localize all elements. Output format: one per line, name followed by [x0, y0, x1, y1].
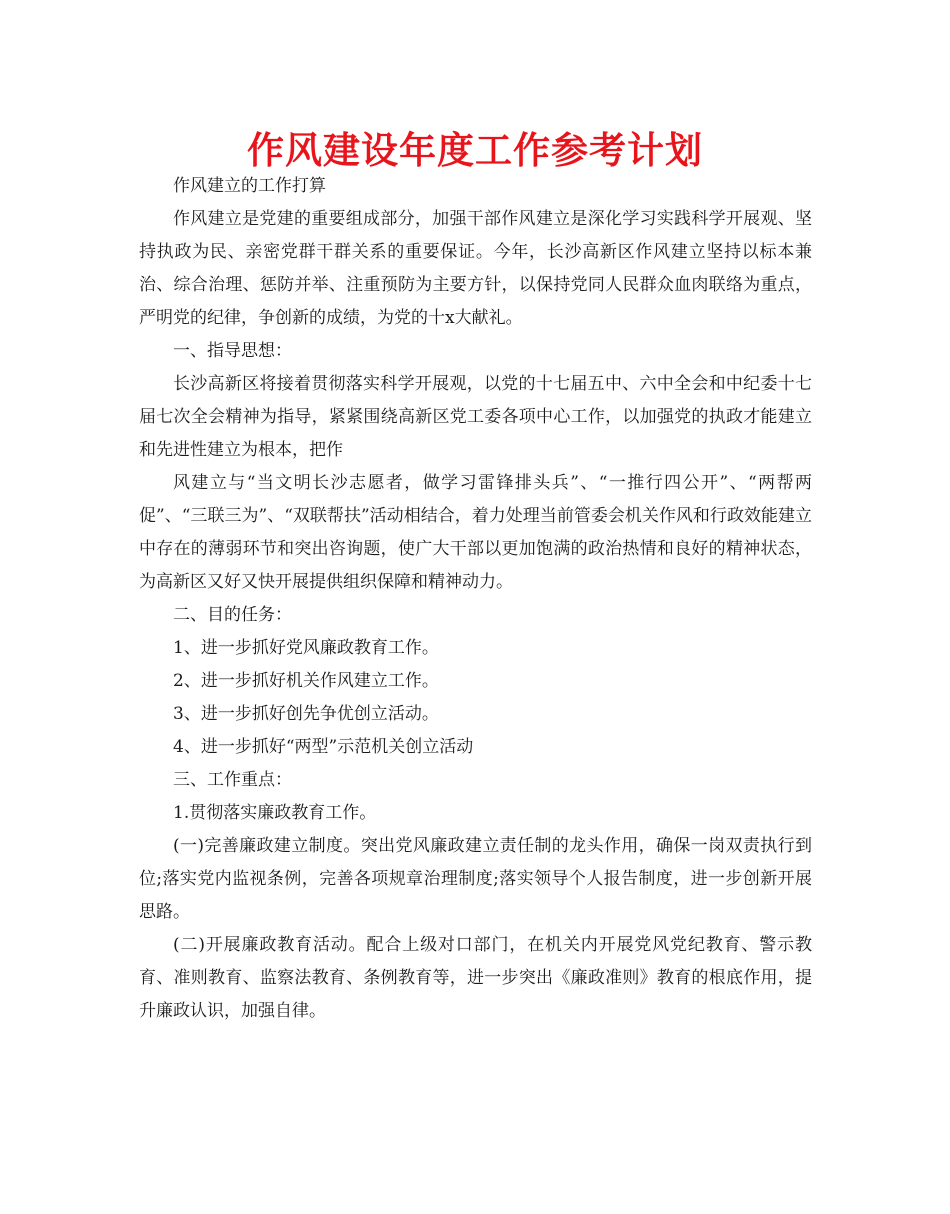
paragraph: 1、进一步抓好党风廉政教育工作。: [173, 638, 439, 658]
paragraph: 二、目的任务：: [173, 605, 292, 625]
paragraph: 一、指导思想：: [173, 341, 292, 361]
document-title: 作风建设年度工作参考计划: [247, 128, 703, 172]
paragraph: 3、进一步抓好创先争优创立活动。: [173, 704, 439, 724]
paragraph: 2、进一步抓好机关作风建立工作。: [173, 671, 439, 691]
paragraph: 三、工作重点：: [173, 770, 292, 790]
paragraph: 作风建立是党建的重要组成部分，加强干部作风建立是深化学习实践科学开展观、坚持执政为民、亲密党群干群关系的重要保证。今年，长沙高新区作风建立坚持以标本兼治、综合治理、惩防并举、注重预防为主要方针，以保持党同人民群众血肉联络为重点，严明党的纪律，争创新的成绩，为党的十x大献礼。: [139, 209, 812, 328]
paragraph: 长沙高新区将接着贯彻落实科学开展观，以党的十七届五中、六中全会和中纪委十七届七次全会精神为指导，紧紧围绕高新区党工委各项中心工作，以加强党的执政才能建立和先进性建立为根本，把作: [139, 374, 812, 460]
paragraph: 作风建立的工作打算: [173, 176, 326, 196]
paragraph: (二)开展廉政教育活动。配合上级对口部门，在机关内开展党风党纪教育、警示教育、准则教育、监察法教育、条例教育等，进一步突出《廉政准则》教育的根底作用，提升廉政认识，加强自律。: [139, 935, 812, 1021]
document-body: [139, 170, 812, 1028]
paragraph: (一)完善廉政建立制度。突出党风廉政建立责任制的龙头作用，确保一岗双责执行到位;落实党内监视条例，完善各项规章治理制度;落实领导个人报告制度，进一步创新开展思路。: [139, 836, 812, 922]
paragraph: 1.贯彻落实廉政教育工作。: [173, 803, 377, 823]
paragraph: 风建立与“当文明长沙志愿者，做学习雷锋排头兵”、“一推行四公开”、“两帮两促”、“三联三为”、“双联帮扶”活动相结合，着力处理当前管委会机关作风和行政效能建立中存在的薄弱环节和突出咨询题，使广大干部以更加饱满的政治热情和良好的精神状态，为高新区又好又快开展提供组织保障和精神动力。: [139, 473, 812, 592]
paragraph: 4、进一步抓好“两型”示范机关创立活动: [173, 737, 474, 757]
